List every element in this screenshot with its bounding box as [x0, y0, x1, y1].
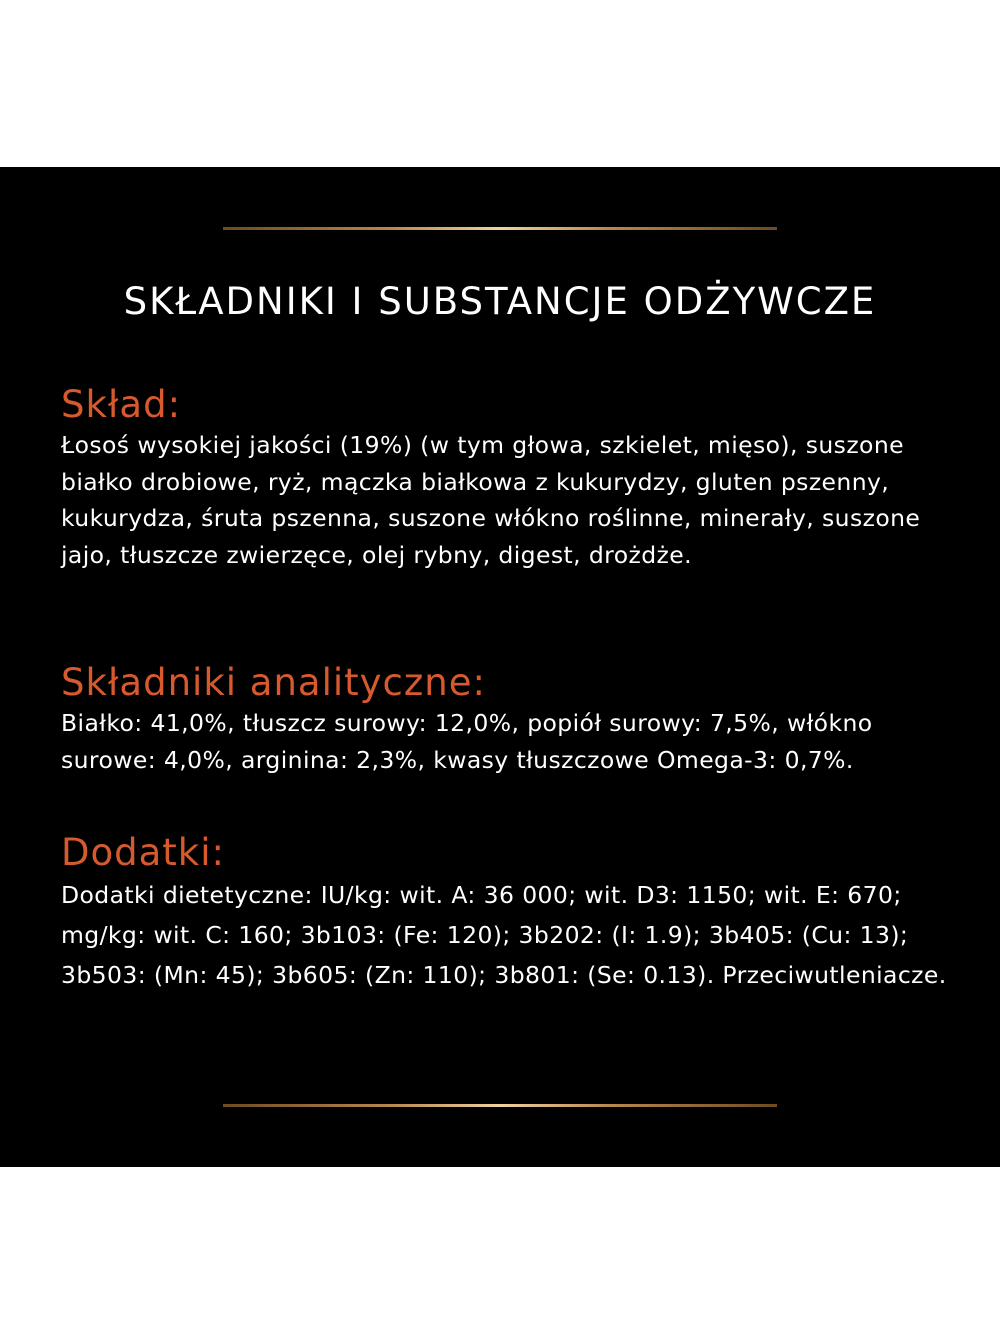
top-gold-divider — [223, 227, 777, 230]
page-title: SKŁADNIKI I SUBSTANCJE ODŻYWCZE — [123, 280, 877, 323]
ingredients-panel — [0, 167, 1000, 1167]
analytical-section — [61, 661, 951, 778]
analytical-text: Białko: 41,0%, tłuszcz surowy: 12,0%, popiół surowy: 7,5%, włókno surowe: 4,0%, arginina: 2,3%, kwasy tłuszczowe Omega-3: 0,7%. — [61, 709, 873, 774]
composition-text: Łosoś wysokiej jakości (19%) (w tym głowa, szkielet, mięso), suszone białko drobiowe, ryż, mączka białkowa z kukurydzy, gluten pszenny, kukurydza, śruta pszenna, suszone włókno roślinne, minerały, suszone jajo, tłuszcze zwierzęce, olej rybny, digest, drożdże. — [61, 431, 921, 569]
analytical-heading: Składniki analityczne: — [61, 661, 486, 704]
bottom-gold-divider — [223, 1104, 777, 1107]
additives-text: Dodatki dietetyczne: IU/kg: wit. A: 36 000; wit. D3: 1150; wit. E: 670; mg/kg: wit. C: 160; 3b103: (Fe: 120); 3b202: (I: 1.9); 3b405: (Cu: 13); 3b503: (Mn: 45); 3b605: (Zn: 110); 3b801: (Se: 0.13). Przeciwutleniacze. — [61, 881, 947, 989]
composition-section — [61, 383, 951, 573]
additives-heading: Dodatki: — [61, 831, 225, 874]
composition-heading: Skład: — [61, 383, 182, 426]
additives-section — [61, 831, 951, 995]
